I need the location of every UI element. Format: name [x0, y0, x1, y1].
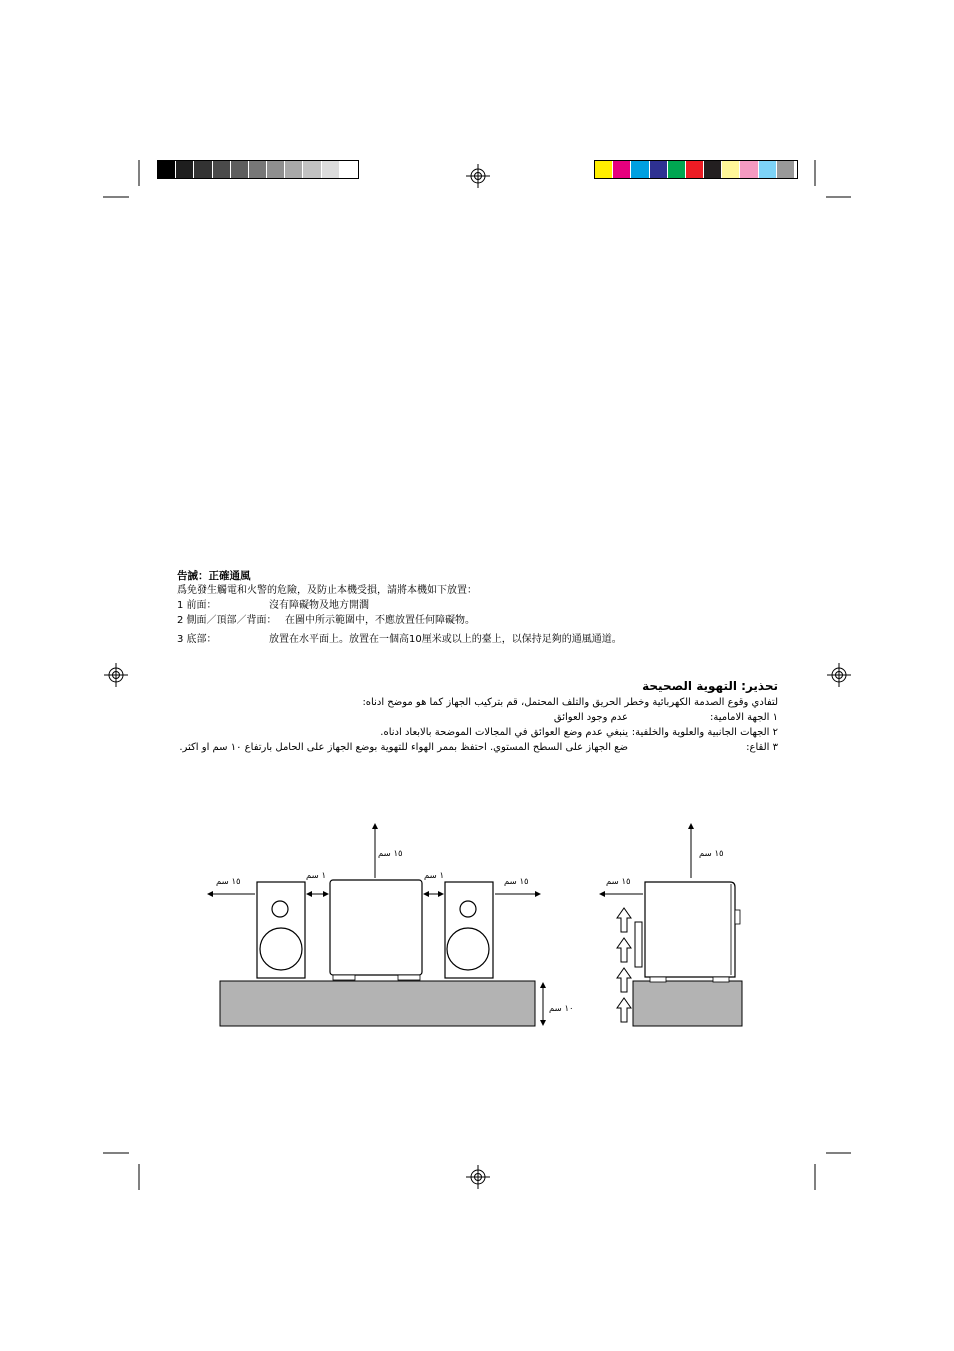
- registration-target-icon: [466, 164, 490, 188]
- color-swatch: [650, 161, 667, 178]
- color-swatch: [777, 161, 794, 178]
- color-swatch: [631, 161, 648, 178]
- dim-gap-right-label: ١ سم: [424, 871, 445, 881]
- chinese-item-2-label: 2 側面／頂部／背面：: [177, 615, 277, 626]
- color-calibration-bar: [594, 160, 798, 179]
- side-dim-back-label: ١٥ سم: [606, 877, 631, 887]
- arabic-item-1-label: ١ الجهة الامامية:: [710, 712, 778, 723]
- chinese-item-1-label: 1 前面：: [177, 600, 217, 611]
- chinese-item-3-text: 放置在水平面上。放置在一個高10厘米或以上的臺上，以保持足夠的通風通道。: [269, 634, 622, 645]
- gray-swatch: [267, 161, 284, 178]
- arabic-item-3-text: ضع الجهاز على السطح المستوي. احتفظ بممر الهواء للتهوية بوضع الجهاز على الحامل بارتفاع ١٠ سم او اكثر.: [179, 742, 628, 753]
- color-swatch: [740, 161, 757, 178]
- side-view-clearance-diagram: [595, 820, 755, 1035]
- side-dim-top-label: ١٥ سم: [699, 849, 724, 859]
- chinese-title: 告誡：正確通風: [177, 570, 251, 582]
- gray-swatch: [285, 161, 302, 178]
- dim-top-label: ١٥ سم: [378, 849, 403, 859]
- dim-left-label: ١٥ سم: [216, 877, 241, 887]
- gray-swatch: [231, 161, 248, 178]
- registration-target-icon: [104, 663, 128, 687]
- chinese-item-1-text: 沒有障礙物及地方開濶: [269, 600, 369, 611]
- registration-target-icon: [466, 1165, 490, 1189]
- gray-swatch: [213, 161, 230, 178]
- color-swatch: [722, 161, 739, 178]
- color-swatch: [686, 161, 703, 178]
- chinese-item-3-label: 3 底部：: [177, 634, 217, 645]
- arabic-intro: لتفادي وقوع الصدمة الكهربائية وخطر الحريق والتلف المحتمل، قم بتركيب الجهاز كما هو موضح ادناه:: [362, 697, 778, 708]
- gray-swatch: [340, 161, 357, 178]
- arabic-title: تحذير: التهوية الصحيحة: [642, 679, 778, 693]
- dim-right-label: ١٥ سم: [504, 877, 529, 887]
- arabic-item-3-label: ٣ القاع:: [746, 742, 778, 753]
- registration-target-icon: [827, 663, 851, 687]
- color-swatch: [595, 161, 612, 178]
- grayscale-calibration-bar: [157, 160, 359, 179]
- dim-gap-left-label: ١ سم: [306, 871, 327, 881]
- color-swatch: [613, 161, 630, 178]
- main-unit: [330, 880, 422, 975]
- stand: [220, 981, 535, 1026]
- side-stand: [633, 981, 742, 1026]
- side-unit: [645, 882, 735, 977]
- arabic-item-2-text: ينبغي عدم وضع العوائق في المجالات الموضحة بالابعاد ادناه.: [380, 727, 628, 738]
- color-swatch: [704, 161, 721, 178]
- arabic-item-1-text: عدم وجود العوائق: [553, 712, 628, 723]
- chinese-intro: 爲免發生觸電和火警的危險，及防止本機受損，請將本機如下放置：: [177, 585, 477, 596]
- gray-swatch: [303, 161, 320, 178]
- dim-height-label: ١٠ سم: [549, 1004, 574, 1014]
- gray-swatch: [176, 161, 193, 178]
- color-swatch: [668, 161, 685, 178]
- gray-swatch: [194, 161, 211, 178]
- arabic-item-2-label: ٢ الجهات الجانبية والعلوية والخلفية:: [631, 727, 778, 738]
- gray-swatch: [249, 161, 266, 178]
- chinese-item-2-text: 在圖中所示範圍中，不應放置任何障礙物。: [285, 615, 475, 626]
- gray-swatch: [322, 161, 339, 178]
- color-swatch: [759, 161, 776, 178]
- gray-swatch: [158, 161, 175, 178]
